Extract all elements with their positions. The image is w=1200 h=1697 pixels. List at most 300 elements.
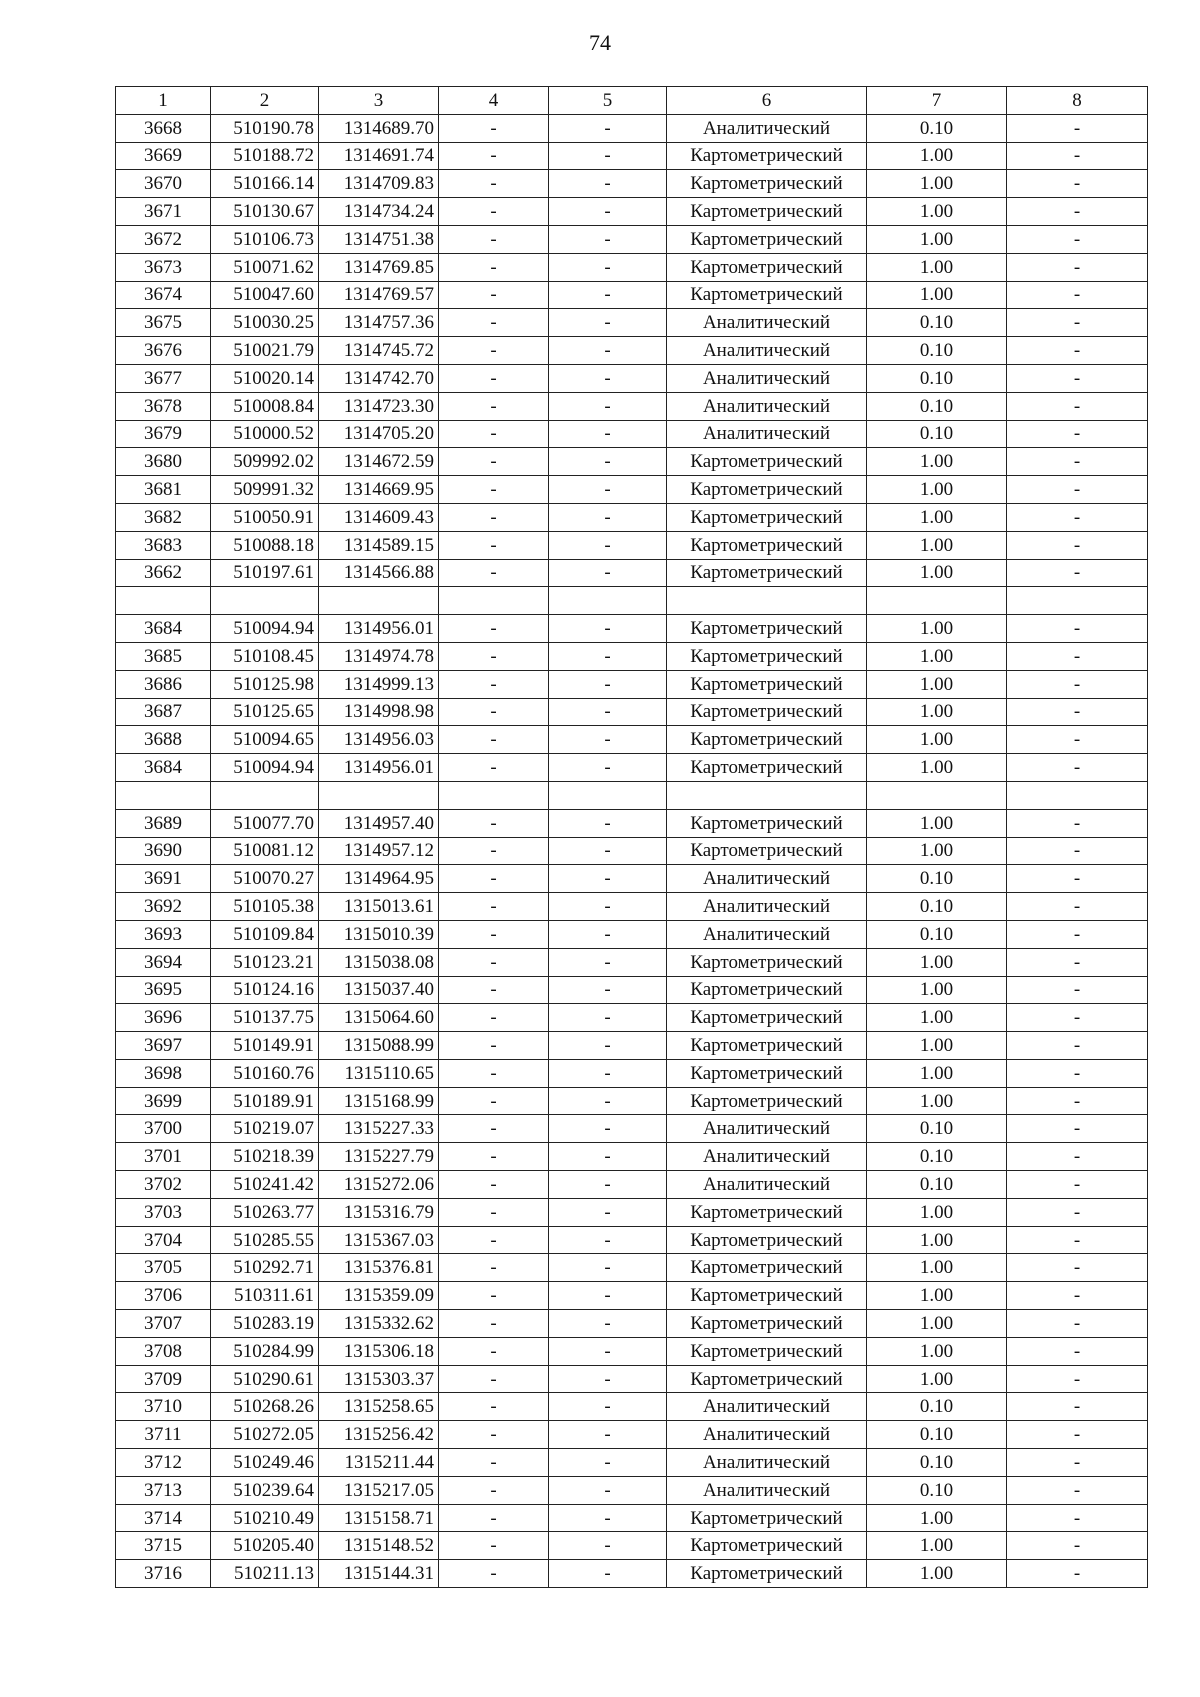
col8-cell: - [1007, 1476, 1148, 1504]
accuracy-cell: 1.00 [867, 1087, 1007, 1115]
point-number-cell: 3669 [116, 142, 211, 170]
col4-cell: - [439, 1476, 549, 1504]
point-number-cell: 3662 [116, 559, 211, 587]
point-number-cell: 3684 [116, 754, 211, 782]
table-row [116, 1421, 1148, 1449]
accuracy-cell: 1.00 [867, 531, 1007, 559]
col5-cell: - [549, 198, 667, 226]
col8-cell: - [1007, 1337, 1148, 1365]
col4-cell: - [439, 420, 549, 448]
col4-cell: - [439, 1337, 549, 1365]
table-row [116, 531, 1148, 559]
point-number-cell: 3702 [116, 1171, 211, 1199]
col8-cell [1007, 781, 1148, 809]
table-row [116, 420, 1148, 448]
table-row [116, 503, 1148, 531]
y-coordinate-cell: 1315010.39 [319, 920, 439, 948]
x-coordinate-cell: 510125.98 [211, 670, 319, 698]
point-number-cell: 3687 [116, 698, 211, 726]
x-coordinate-cell: 510130.67 [211, 198, 319, 226]
col8-cell: - [1007, 1310, 1148, 1338]
method-cell: Картометрический [667, 837, 867, 865]
accuracy-cell: 1.00 [867, 281, 1007, 309]
method-cell: Аналитический [667, 420, 867, 448]
accuracy-cell: 1.00 [867, 253, 1007, 281]
col4-cell: - [439, 503, 549, 531]
column-header: 5 [549, 87, 667, 115]
col5-cell: - [549, 1115, 667, 1143]
method-cell: Картометрический [667, 1226, 867, 1254]
col5-cell: - [549, 420, 667, 448]
table-row [116, 1032, 1148, 1060]
y-coordinate-cell: 1315227.79 [319, 1143, 439, 1171]
col4-cell: - [439, 1171, 549, 1199]
col5-cell: - [549, 920, 667, 948]
point-number-cell: 3686 [116, 670, 211, 698]
table-row [116, 1365, 1148, 1393]
point-number-cell: 3671 [116, 198, 211, 226]
col4-cell: - [439, 809, 549, 837]
col5-cell: - [549, 531, 667, 559]
y-coordinate-cell: 1315367.03 [319, 1226, 439, 1254]
y-coordinate-cell: 1315110.65 [319, 1059, 439, 1087]
col4-cell: - [439, 448, 549, 476]
y-coordinate-cell: 1314998.98 [319, 698, 439, 726]
x-coordinate-cell: 510108.45 [211, 642, 319, 670]
col8-cell: - [1007, 1504, 1148, 1532]
accuracy-cell: 1.00 [867, 642, 1007, 670]
y-coordinate-cell: 1315211.44 [319, 1449, 439, 1477]
col4-cell: - [439, 170, 549, 198]
x-coordinate-cell: 510137.75 [211, 1004, 319, 1032]
col5-cell: - [549, 1143, 667, 1171]
col4-cell [439, 587, 549, 615]
x-coordinate-cell: 510292.71 [211, 1254, 319, 1282]
accuracy-cell: 0.10 [867, 1449, 1007, 1477]
col4-cell: - [439, 114, 549, 142]
x-coordinate-cell: 510190.78 [211, 114, 319, 142]
method-cell: Картометрический [667, 726, 867, 754]
col4-cell: - [439, 698, 549, 726]
accuracy-cell: 0.10 [867, 1171, 1007, 1199]
method-cell: Картометрический [667, 1198, 867, 1226]
method-cell: Картометрический [667, 698, 867, 726]
x-coordinate-cell: 510105.38 [211, 893, 319, 921]
accuracy-cell: 0.10 [867, 865, 1007, 893]
point-number-cell: 3712 [116, 1449, 211, 1477]
accuracy-cell [867, 781, 1007, 809]
col5-cell: - [549, 865, 667, 893]
method-cell: Аналитический [667, 309, 867, 337]
y-coordinate-cell: 1314566.88 [319, 559, 439, 587]
method-cell: Аналитический [667, 1476, 867, 1504]
method-cell: Картометрический [667, 1059, 867, 1087]
x-coordinate-cell: 510149.91 [211, 1032, 319, 1060]
y-coordinate-cell: 1314956.01 [319, 754, 439, 782]
col8-cell: - [1007, 809, 1148, 837]
col8-cell: - [1007, 253, 1148, 281]
col5-cell: - [549, 809, 667, 837]
table-row [116, 170, 1148, 198]
y-coordinate-cell: 1315258.65 [319, 1393, 439, 1421]
method-cell: Картометрический [667, 1310, 867, 1338]
point-number-cell: 3681 [116, 476, 211, 504]
col8-cell: - [1007, 726, 1148, 754]
x-coordinate-cell: 510268.26 [211, 1393, 319, 1421]
y-coordinate-cell: 1315144.31 [319, 1560, 439, 1588]
table-row [116, 1004, 1148, 1032]
col5-cell: - [549, 1365, 667, 1393]
accuracy-cell: 1.00 [867, 1337, 1007, 1365]
col5-cell [549, 781, 667, 809]
accuracy-cell: 1.00 [867, 809, 1007, 837]
point-number-cell: 3700 [116, 1115, 211, 1143]
accuracy-cell: 1.00 [867, 1532, 1007, 1560]
point-number-cell: 3670 [116, 170, 211, 198]
col5-cell: - [549, 253, 667, 281]
y-coordinate-cell: 1315256.42 [319, 1421, 439, 1449]
y-coordinate-cell: 1315359.09 [319, 1282, 439, 1310]
col4-cell: - [439, 364, 549, 392]
column-header: 8 [1007, 87, 1148, 115]
x-coordinate-cell: 510283.19 [211, 1310, 319, 1338]
col5-cell: - [549, 1476, 667, 1504]
accuracy-cell: 0.10 [867, 392, 1007, 420]
col8-cell: - [1007, 1032, 1148, 1060]
table-row [116, 1115, 1148, 1143]
method-cell: Картометрический [667, 1004, 867, 1032]
col5-cell: - [549, 309, 667, 337]
col5-cell: - [549, 225, 667, 253]
col8-cell: - [1007, 698, 1148, 726]
method-cell: Картометрический [667, 559, 867, 587]
method-cell: Аналитический [667, 1449, 867, 1477]
table-row [116, 837, 1148, 865]
col8-cell: - [1007, 948, 1148, 976]
col8-cell: - [1007, 1254, 1148, 1282]
col5-cell: - [549, 1004, 667, 1032]
y-coordinate-cell: 1314956.03 [319, 726, 439, 754]
table-row [116, 920, 1148, 948]
col5-cell: - [549, 476, 667, 504]
table-row [116, 225, 1148, 253]
col8-cell: - [1007, 448, 1148, 476]
y-coordinate-cell: 1314751.38 [319, 225, 439, 253]
point-number-cell [116, 587, 211, 615]
x-coordinate-cell: 510106.73 [211, 225, 319, 253]
point-number-cell: 3680 [116, 448, 211, 476]
table-row [116, 1476, 1148, 1504]
point-number-cell: 3713 [116, 1476, 211, 1504]
method-cell: Аналитический [667, 893, 867, 921]
x-coordinate-cell: 510263.77 [211, 1198, 319, 1226]
table-row [116, 698, 1148, 726]
x-coordinate-cell: 510077.70 [211, 809, 319, 837]
y-coordinate-cell: 1315038.08 [319, 948, 439, 976]
table-row [116, 893, 1148, 921]
col4-cell: - [439, 309, 549, 337]
col4-cell: - [439, 1560, 549, 1588]
accuracy-cell: 1.00 [867, 559, 1007, 587]
y-coordinate-cell: 1314956.01 [319, 615, 439, 643]
y-coordinate-cell: 1314705.20 [319, 420, 439, 448]
x-coordinate-cell: 510109.84 [211, 920, 319, 948]
table-row [116, 1449, 1148, 1477]
column-header: 3 [319, 87, 439, 115]
method-cell: Картометрический [667, 1282, 867, 1310]
table-row [116, 1226, 1148, 1254]
table-row [116, 754, 1148, 782]
y-coordinate-cell: 1315064.60 [319, 1004, 439, 1032]
x-coordinate-cell [211, 587, 319, 615]
col8-cell: - [1007, 670, 1148, 698]
col4-cell: - [439, 225, 549, 253]
column-header: 7 [867, 87, 1007, 115]
y-coordinate-cell: 1314669.95 [319, 476, 439, 504]
y-coordinate-cell: 1314769.85 [319, 253, 439, 281]
table-row [116, 948, 1148, 976]
method-cell: Аналитический [667, 1421, 867, 1449]
point-number-cell: 3694 [116, 948, 211, 976]
point-number-cell: 3690 [116, 837, 211, 865]
accuracy-cell: 1.00 [867, 225, 1007, 253]
col8-cell: - [1007, 476, 1148, 504]
table-row [116, 976, 1148, 1004]
col8-cell: - [1007, 1532, 1148, 1560]
col4-cell: - [439, 1393, 549, 1421]
y-coordinate-cell: 1314745.72 [319, 337, 439, 365]
accuracy-cell: 1.00 [867, 1059, 1007, 1087]
y-coordinate-cell: 1314769.57 [319, 281, 439, 309]
col8-cell: - [1007, 1198, 1148, 1226]
method-cell: Аналитический [667, 114, 867, 142]
x-coordinate-cell: 510205.40 [211, 1532, 319, 1560]
accuracy-cell: 0.10 [867, 893, 1007, 921]
method-cell: Картометрический [667, 198, 867, 226]
col8-cell: - [1007, 531, 1148, 559]
table-row [116, 142, 1148, 170]
method-cell: Аналитический [667, 1143, 867, 1171]
point-number-cell: 3711 [116, 1421, 211, 1449]
col4-cell: - [439, 642, 549, 670]
point-number-cell: 3684 [116, 615, 211, 643]
x-coordinate-cell: 509991.32 [211, 476, 319, 504]
col5-cell: - [549, 170, 667, 198]
x-coordinate-cell: 510071.62 [211, 253, 319, 281]
x-coordinate-cell: 510285.55 [211, 1226, 319, 1254]
table-row [116, 1198, 1148, 1226]
method-cell: Картометрический [667, 170, 867, 198]
table-row [116, 1393, 1148, 1421]
point-number-cell: 3692 [116, 893, 211, 921]
accuracy-cell: 0.10 [867, 337, 1007, 365]
col4-cell: - [439, 920, 549, 948]
col8-cell: - [1007, 337, 1148, 365]
accuracy-cell: 1.00 [867, 1004, 1007, 1032]
col8-cell: - [1007, 1087, 1148, 1115]
y-coordinate-cell: 1315303.37 [319, 1365, 439, 1393]
col5-cell: - [549, 364, 667, 392]
x-coordinate-cell: 510284.99 [211, 1337, 319, 1365]
col8-cell: - [1007, 754, 1148, 782]
y-coordinate-cell: 1314589.15 [319, 531, 439, 559]
col5-cell: - [549, 615, 667, 643]
table-row [116, 198, 1148, 226]
point-number-cell: 3673 [116, 253, 211, 281]
y-coordinate-cell: 1315332.62 [319, 1310, 439, 1338]
point-number-cell: 3705 [116, 1254, 211, 1282]
x-coordinate-cell: 510239.64 [211, 1476, 319, 1504]
method-cell: Картометрический [667, 1032, 867, 1060]
accuracy-cell: 1.00 [867, 1254, 1007, 1282]
accuracy-cell: 1.00 [867, 726, 1007, 754]
col8-cell: - [1007, 642, 1148, 670]
accuracy-cell: 1.00 [867, 476, 1007, 504]
col4-cell: - [439, 1504, 549, 1532]
table-row [116, 281, 1148, 309]
x-coordinate-cell: 510218.39 [211, 1143, 319, 1171]
col5-cell: - [549, 1393, 667, 1421]
col4-cell: - [439, 1310, 549, 1338]
y-coordinate-cell: 1315316.79 [319, 1198, 439, 1226]
table-row [116, 253, 1148, 281]
col8-cell: - [1007, 837, 1148, 865]
x-coordinate-cell: 510124.16 [211, 976, 319, 1004]
table-row [116, 670, 1148, 698]
method-cell: Картометрический [667, 670, 867, 698]
accuracy-cell: 0.10 [867, 309, 1007, 337]
table-row [116, 337, 1148, 365]
x-coordinate-cell: 510166.14 [211, 170, 319, 198]
col8-cell: - [1007, 1059, 1148, 1087]
column-header: 2 [211, 87, 319, 115]
table-row [116, 1143, 1148, 1171]
col5-cell: - [549, 1226, 667, 1254]
accuracy-cell: 1.00 [867, 837, 1007, 865]
point-number-cell: 3679 [116, 420, 211, 448]
col5-cell: - [549, 1532, 667, 1560]
point-number-cell: 3715 [116, 1532, 211, 1560]
x-coordinate-cell: 510081.12 [211, 837, 319, 865]
col8-cell: - [1007, 392, 1148, 420]
accuracy-cell: 0.10 [867, 1421, 1007, 1449]
accuracy-cell: 0.10 [867, 1393, 1007, 1421]
accuracy-cell: 0.10 [867, 114, 1007, 142]
point-number-cell: 3688 [116, 726, 211, 754]
col5-cell: - [549, 642, 667, 670]
col5-cell: - [549, 392, 667, 420]
col4-cell: - [439, 198, 549, 226]
col4-cell: - [439, 531, 549, 559]
col4-cell: - [439, 1282, 549, 1310]
col5-cell: - [549, 754, 667, 782]
method-cell: Картометрический [667, 1087, 867, 1115]
col8-cell: - [1007, 503, 1148, 531]
accuracy-cell: 1.00 [867, 1226, 1007, 1254]
col5-cell: - [549, 976, 667, 1004]
method-cell: Аналитический [667, 1171, 867, 1199]
x-coordinate-cell [211, 781, 319, 809]
method-cell: Картометрический [667, 503, 867, 531]
col4-cell: - [439, 281, 549, 309]
y-coordinate-cell: 1315306.18 [319, 1337, 439, 1365]
method-cell: Картометрический [667, 1532, 867, 1560]
table-row [116, 1059, 1148, 1087]
col4-cell: - [439, 1059, 549, 1087]
method-cell: Картометрический [667, 1337, 867, 1365]
col5-cell: - [549, 281, 667, 309]
col4-cell: - [439, 1143, 549, 1171]
method-cell: Картометрический [667, 642, 867, 670]
accuracy-cell: 1.00 [867, 1282, 1007, 1310]
table-row [116, 559, 1148, 587]
y-coordinate-cell [319, 587, 439, 615]
accuracy-cell: 1.00 [867, 503, 1007, 531]
col5-cell: - [549, 142, 667, 170]
accuracy-cell: 1.00 [867, 448, 1007, 476]
point-number-cell: 3695 [116, 976, 211, 1004]
point-number-cell: 3675 [116, 309, 211, 337]
col5-cell: - [549, 1504, 667, 1532]
col4-cell: - [439, 1226, 549, 1254]
col4-cell: - [439, 1198, 549, 1226]
table-row [116, 809, 1148, 837]
table-header-row [116, 87, 1148, 115]
col8-cell: - [1007, 615, 1148, 643]
method-cell: Картометрический [667, 615, 867, 643]
col8-cell: - [1007, 225, 1148, 253]
x-coordinate-cell: 510160.76 [211, 1059, 319, 1087]
x-coordinate-cell: 510272.05 [211, 1421, 319, 1449]
x-coordinate-cell: 510188.72 [211, 142, 319, 170]
y-coordinate-cell: 1315037.40 [319, 976, 439, 1004]
col5-cell: - [549, 1449, 667, 1477]
x-coordinate-cell: 510210.49 [211, 1504, 319, 1532]
col5-cell: - [549, 1254, 667, 1282]
point-number-cell: 3701 [116, 1143, 211, 1171]
table-row [116, 476, 1148, 504]
x-coordinate-cell: 510000.52 [211, 420, 319, 448]
accuracy-cell: 1.00 [867, 670, 1007, 698]
x-coordinate-cell: 510290.61 [211, 1365, 319, 1393]
col4-cell: - [439, 837, 549, 865]
col4-cell: - [439, 670, 549, 698]
col5-cell: - [549, 1421, 667, 1449]
col8-cell: - [1007, 309, 1148, 337]
accuracy-cell: 1.00 [867, 1198, 1007, 1226]
col4-cell: - [439, 1115, 549, 1143]
table-row [116, 587, 1148, 615]
col5-cell: - [549, 1337, 667, 1365]
y-coordinate-cell: 1314709.83 [319, 170, 439, 198]
col8-cell: - [1007, 170, 1148, 198]
table-row [116, 1087, 1148, 1115]
col5-cell: - [549, 559, 667, 587]
method-cell: Картометрический [667, 1504, 867, 1532]
accuracy-cell: 0.10 [867, 1115, 1007, 1143]
x-coordinate-cell: 510249.46 [211, 1449, 319, 1477]
col4-cell: - [439, 1532, 549, 1560]
x-coordinate-cell: 510197.61 [211, 559, 319, 587]
point-number-cell: 3683 [116, 531, 211, 559]
accuracy-cell: 1.00 [867, 754, 1007, 782]
col5-cell: - [549, 948, 667, 976]
method-cell: Картометрический [667, 476, 867, 504]
accuracy-cell: 0.10 [867, 1143, 1007, 1171]
y-coordinate-cell: 1315168.99 [319, 1087, 439, 1115]
col4-cell: - [439, 1004, 549, 1032]
col4-cell: - [439, 948, 549, 976]
